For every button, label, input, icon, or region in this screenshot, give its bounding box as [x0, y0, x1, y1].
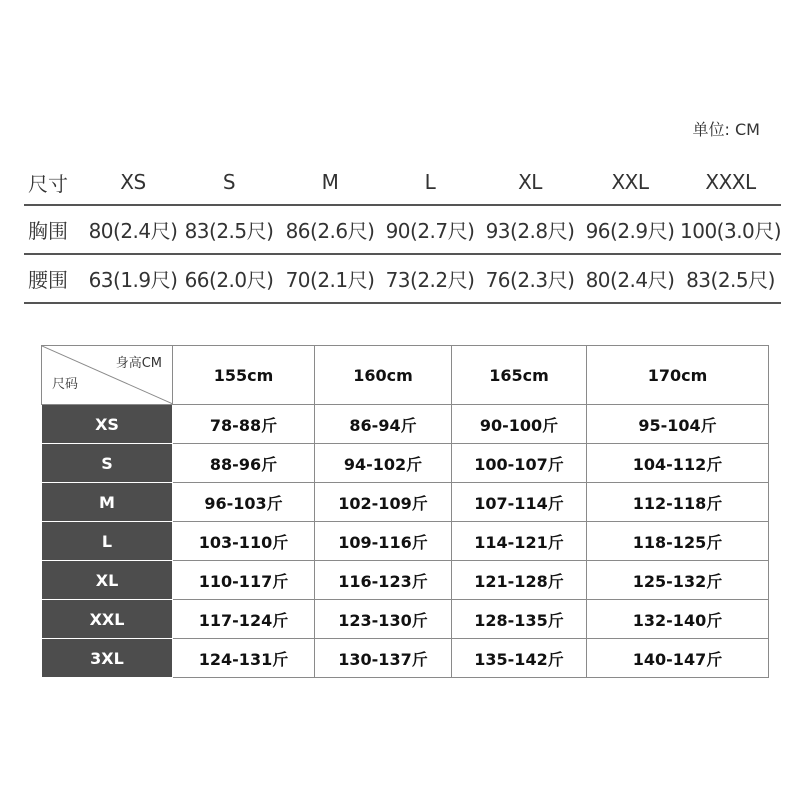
weight-cell: 114-121斤 — [452, 522, 587, 561]
weight-cell: 104-112斤 — [587, 444, 769, 483]
weight-cell: 123-130斤 — [315, 600, 452, 639]
weight-cell: 128-135斤 — [452, 600, 587, 639]
weight-cell: 135-142斤 — [452, 639, 587, 678]
height-header-155: 155cm — [173, 346, 315, 405]
table-row — [42, 561, 769, 600]
table-row — [42, 483, 769, 522]
weight-cell: 118-125斤 — [587, 522, 769, 561]
size-header-m: M — [280, 160, 380, 205]
weight-cell: 90-100斤 — [452, 405, 587, 444]
chest-cell: 93(2.8尺) — [480, 205, 580, 254]
table-row — [42, 405, 769, 444]
waist-cell: 80(2.4尺) — [580, 254, 680, 303]
table-row — [42, 639, 769, 678]
waist-row — [24, 254, 781, 303]
waist-label: 腰围 — [24, 254, 88, 303]
corner-size-label: 尺码 — [52, 377, 79, 392]
chest-cell: 83(2.5尺) — [178, 205, 280, 254]
chest-label: 胸围 — [24, 205, 88, 254]
table-row — [42, 444, 769, 483]
measurement-table — [24, 160, 781, 304]
waist-cell: 66(2.0尺) — [178, 254, 280, 303]
height-header-165: 165cm — [452, 346, 587, 405]
weight-cell: 112-118斤 — [587, 483, 769, 522]
chest-cell: 90(2.7尺) — [380, 205, 480, 254]
weight-cell: 94-102斤 — [315, 444, 452, 483]
weight-cell: 132-140斤 — [587, 600, 769, 639]
size-header-label: 尺寸 — [24, 160, 88, 205]
weight-cell: 103-110斤 — [173, 522, 315, 561]
weight-cell: 102-109斤 — [315, 483, 452, 522]
size-header-xs: XS — [88, 160, 178, 205]
unit-label: 单位: CM — [692, 120, 760, 139]
table-row — [42, 522, 769, 561]
weight-height-table — [41, 345, 769, 678]
size-header-l: L — [380, 160, 480, 205]
table-row — [42, 600, 769, 639]
chest-cell: 96(2.9尺) — [580, 205, 680, 254]
waist-cell: 83(2.5尺) — [680, 254, 781, 303]
chest-row — [24, 205, 781, 254]
weight-cell: 125-132斤 — [587, 561, 769, 600]
weight-cell: 140-147斤 — [587, 639, 769, 678]
corner-height-label: 身高CM — [115, 356, 162, 371]
weight-cell: 100-107斤 — [452, 444, 587, 483]
size-label: XS — [42, 405, 173, 444]
size-header-xl: XL — [480, 160, 580, 205]
size-header-row — [24, 160, 781, 205]
size-label: S — [42, 444, 173, 483]
weight-cell: 86-94斤 — [315, 405, 452, 444]
size-label: XL — [42, 561, 173, 600]
size-label: L — [42, 522, 173, 561]
chest-cell: 80(2.4尺) — [88, 205, 178, 254]
weight-cell: 78-88斤 — [173, 405, 315, 444]
size-header-xxxl: XXXL — [680, 160, 781, 205]
corner-cell — [42, 346, 173, 405]
weight-cell: 124-131斤 — [173, 639, 315, 678]
chest-cell: 86(2.6尺) — [280, 205, 380, 254]
size-header-xxl: XXL — [580, 160, 680, 205]
size-label: M — [42, 483, 173, 522]
chest-cell: 100(3.0尺) — [680, 205, 781, 254]
weight-cell: 109-116斤 — [315, 522, 452, 561]
weight-cell: 130-137斤 — [315, 639, 452, 678]
weight-cell: 117-124斤 — [173, 600, 315, 639]
weight-cell: 95-104斤 — [587, 405, 769, 444]
weight-cell: 116-123斤 — [315, 561, 452, 600]
weight-cell: 96-103斤 — [173, 483, 315, 522]
size-label: XXL — [42, 600, 173, 639]
waist-cell: 73(2.2尺) — [380, 254, 480, 303]
height-header-row — [42, 346, 769, 405]
weight-cell: 110-117斤 — [173, 561, 315, 600]
weight-cell: 121-128斤 — [452, 561, 587, 600]
weight-cell: 107-114斤 — [452, 483, 587, 522]
waist-cell: 63(1.9尺) — [88, 254, 178, 303]
waist-cell: 76(2.3尺) — [480, 254, 580, 303]
height-header-160: 160cm — [315, 346, 452, 405]
height-header-170: 170cm — [587, 346, 769, 405]
weight-cell: 88-96斤 — [173, 444, 315, 483]
size-label: 3XL — [42, 639, 173, 678]
waist-cell: 70(2.1尺) — [280, 254, 380, 303]
size-header-s: S — [178, 160, 280, 205]
